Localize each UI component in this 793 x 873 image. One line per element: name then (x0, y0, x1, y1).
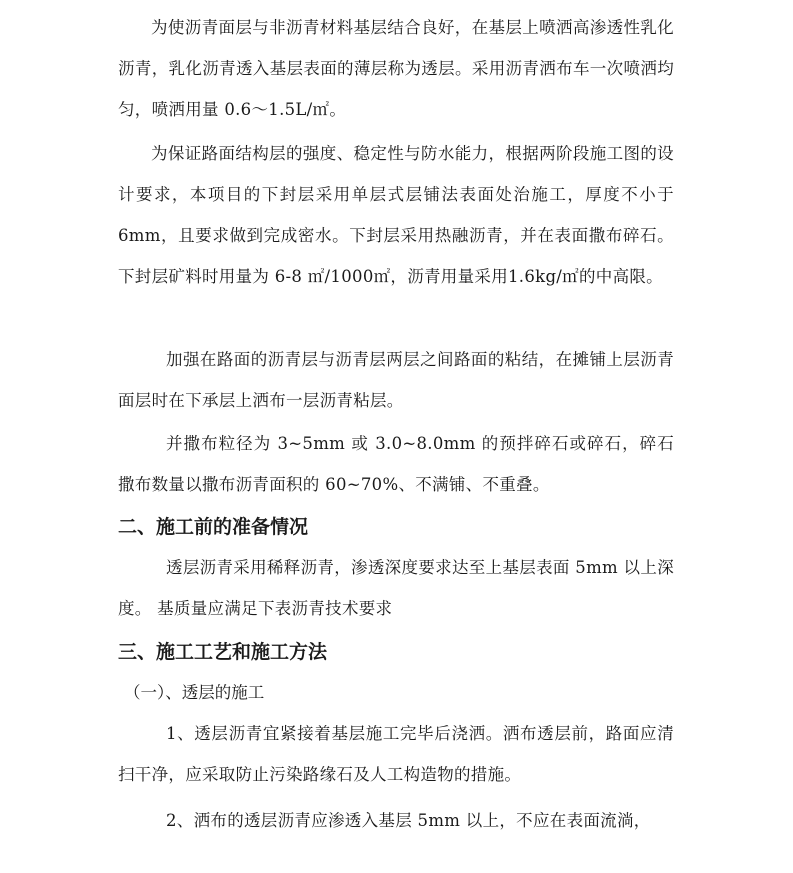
paragraph-lower-seal: 为保证路面结构层的强度、稳定性与防水能力，根据两阶段施工图的设计要求，本项目的下封层采用单层式层铺法表面处治施工，厚度不小于 6mm，且要求做到完成密水。下封层采用热融沥青，并在表面撒布碎石。下封层矿料时用量为 6-8 ㎡/1000㎡，沥青用量采用1.6kg/㎡的中高限。 (118, 144, 674, 286)
paragraph-aggregate: 并撒布粒径为 3~5mm 或 3.0~8.0mm 的预拌碎石或碎石，碎石撒布数量以撒布沥青面积的 60~70%、不满铺、不重叠。 (118, 434, 674, 494)
paragraph-prime-coat: 为使沥青面层与非沥青材料基层结合良好，在基层上喷洒高渗透性乳化沥青，乳化沥青透入基层表面的薄层称为透层。采用沥青洒布车一次喷洒均匀，喷洒用量 0.6～1.5L/㎡。 (118, 18, 674, 119)
paragraph-tack-coat: 加强在路面的沥青层与沥青层两层之间路面的粘结，在摊铺上层沥青面层时在下承层上洒布一层沥青粘层。 (118, 350, 674, 410)
section-heading-preparation: 二、施工前的准备情况 (118, 516, 309, 538)
paragraph-preparation: 透层沥青采用稀释沥青，渗透深度要求达至上基层表面 5mm 以上深度。 基质量应满足下表沥青技术要求 (118, 558, 674, 618)
subheading-prime-coat-construction: （一）、透层的施工 (124, 683, 265, 702)
section-heading-methods: 三、施工工艺和施工方法 (118, 641, 328, 663)
paragraph-step-1: 1、透层沥青宜紧接着基层施工完毕后浇洒。洒布透层前，路面应清扫干净，应采取防止污染路缘石及人工构造物的措施。 (118, 724, 674, 784)
paragraph-step-2: 2、洒布的透层沥青应渗透入基层 5mm 以上，不应在表面流淌， (166, 811, 651, 830)
